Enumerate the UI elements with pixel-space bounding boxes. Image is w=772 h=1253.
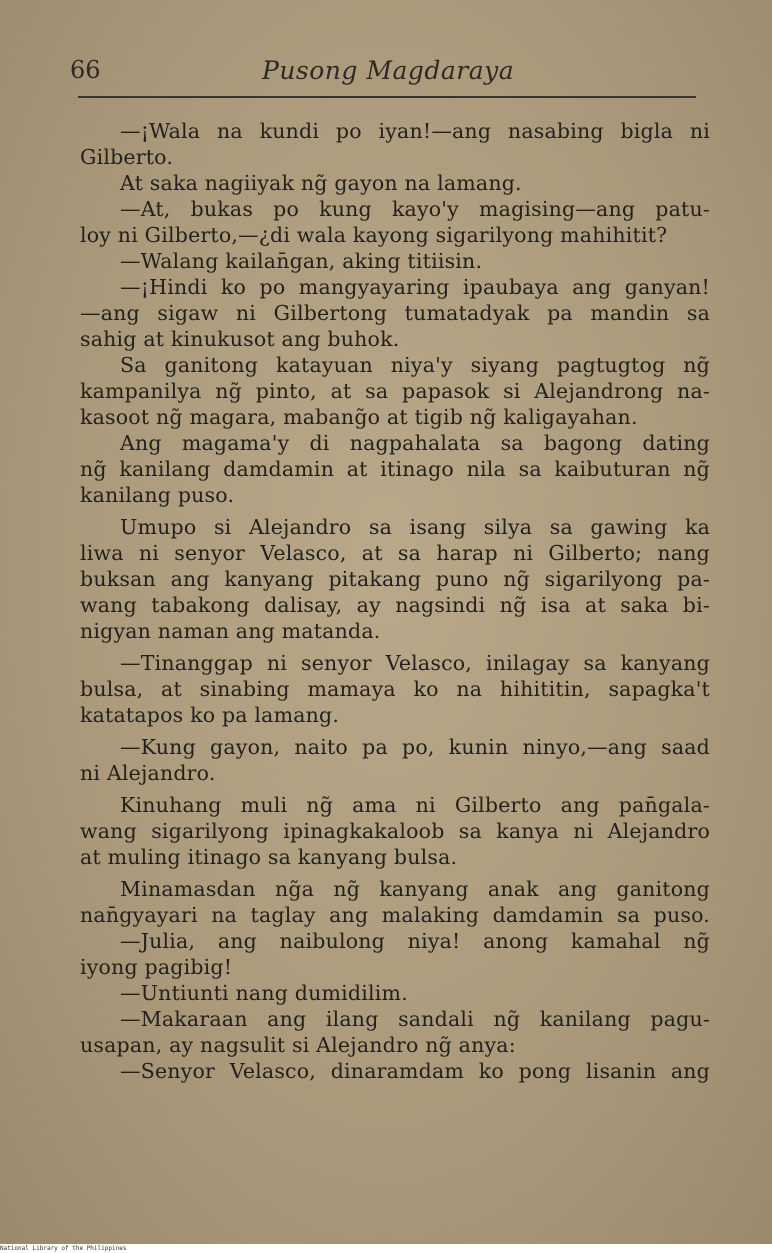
text-line: ni Alejandro. — [80, 761, 216, 785]
text-line: Umupo si Alejandro sa isang silya sa gawing ka — [120, 515, 710, 539]
text-line: Minamasdan ng̃a ng̃ kanyang anak ang ganitong — [120, 877, 710, 901]
text-line: nigyan naman ang matanda. — [80, 619, 381, 643]
text-line: At saka nagiiyak ng̃ gayon na lamang. — [120, 171, 522, 195]
text-line: at muling itinago sa kanyang bulsa. — [80, 845, 458, 869]
text-line: Sa ganitong katayuan niya'y siyang pagtugtog ng̃ — [120, 353, 710, 377]
page-number: 66 — [70, 56, 101, 84]
text-line: —Kung gayon, naito pa po, kunin ninyo,—ang saad — [120, 735, 710, 759]
text-line: buksan ang kanyang pitakang puno ng̃ sigarilyong pa- — [80, 567, 710, 591]
text-line: —Makaraan ang ilang sandali ng̃ kanilang pagu- — [120, 1007, 710, 1031]
text-line: —Tinanggap ni senyor Velasco, inilagay sa kanyang — [120, 651, 710, 675]
text-line: —At, bukas po kung kayo'y magising—ang patu- — [120, 197, 710, 221]
text-line: Kinuhang muli ng̃ ama ni Gilberto ang pan̄gala- — [120, 793, 710, 817]
running-title: Pusong Magdaraya — [262, 56, 515, 85]
text-line: loy ni Gilberto,—¿di wala kayong sigarilyong mahihitit? — [80, 223, 668, 247]
text-line: iyong pagibig! — [80, 955, 233, 979]
text-line: Ang magama'y di nagpahalata sa bagong dating — [120, 431, 710, 455]
text-line: usapan, ay nagsulit si Alejandro ng̃ anya: — [80, 1033, 516, 1057]
text-line: ng̃ kanilang damdamin at itinago nila sa kaibuturan ng̃ — [80, 457, 710, 481]
text-line: katatapos ko pa lamang. — [80, 703, 340, 727]
text-line: —Walang kailan̄gan, aking titiisin. — [120, 249, 483, 273]
text-line: kasoot ng̃ magara, mabang̃o at tigib ng̃ kaligayahan. — [80, 405, 638, 429]
scan-credit: National Library of the Philippines — [0, 1245, 127, 1252]
text-line: liwa ni senyor Velasco, at sa harap ni Gilberto; nang — [80, 541, 710, 565]
header-rule — [78, 96, 696, 98]
text-line: —¡Hindi ko po mangyayaring ipaubaya ang ganyan! — [120, 275, 710, 299]
body-text — [80, 118, 710, 1084]
text-line: bulsa, at sinabing mamaya ko na hihititin, sapagka't — [80, 677, 710, 701]
text-line: —ang sigaw ni Gilbertong tumatadyak pa mandin sa — [80, 301, 710, 325]
text-line: Gilberto. — [80, 145, 174, 169]
page-header — [0, 52, 772, 92]
text-line: —¡Wala na kundi po iyan!—ang nasabing bigla ni — [120, 119, 710, 143]
text-line: —Julia, ang naibulong niya! anong kamahal ng̃ — [120, 929, 710, 953]
text-line: wang sigarilyong ipinagkakaloob sa kanya ni Alejandro — [80, 819, 710, 843]
text-line: nan̄gyayari na taglay ang malaking damdamin sa puso. — [80, 903, 710, 927]
text-line: —Untiunti nang dumidilim. — [120, 981, 408, 1005]
text-line: —Senyor Velasco, dinaramdam ko pong lisanin ang — [120, 1059, 710, 1083]
text-line: sahig at kinukusot ang buhok. — [80, 327, 400, 351]
text-line: kanilang puso. — [80, 483, 235, 507]
text-line: wang tabakong dalisay, ay nagsindi ng̃ isa at saka bi- — [80, 593, 710, 617]
text-line: kampanilya ng̃ pinto, at sa papasok si Alejandrong na- — [80, 379, 710, 403]
